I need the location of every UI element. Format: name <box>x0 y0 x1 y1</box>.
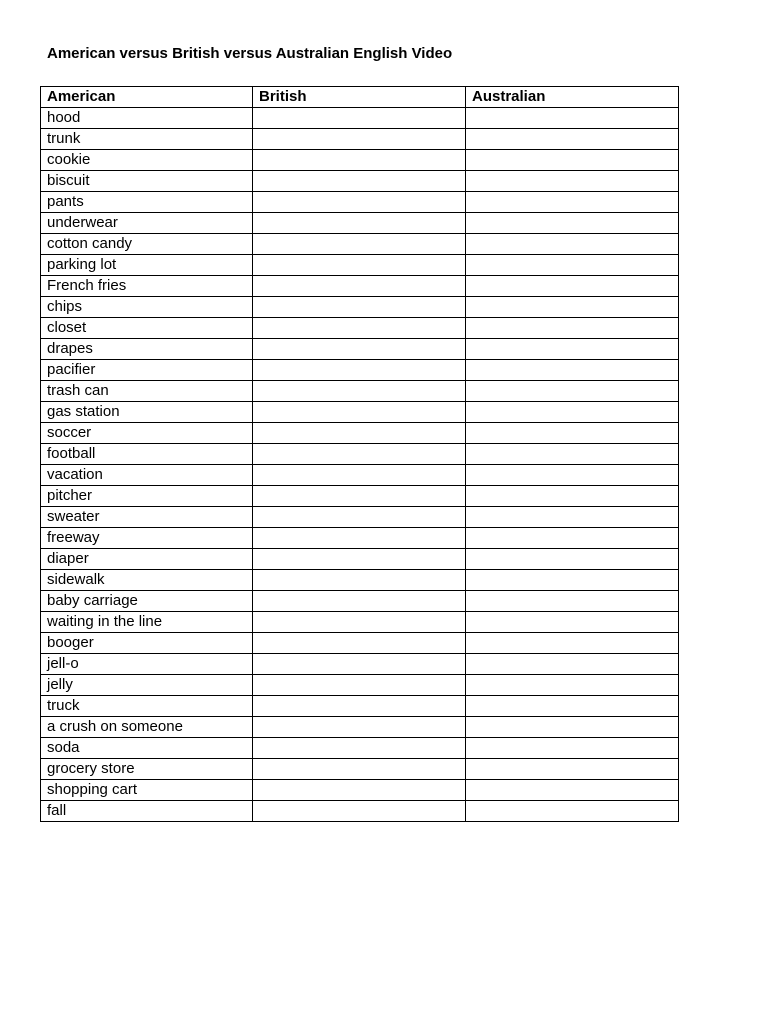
table-row <box>41 591 679 612</box>
cell-american: drapes <box>41 339 253 360</box>
cell-british[interactable] <box>253 549 466 570</box>
cell-australian[interactable] <box>466 633 679 654</box>
table-row <box>41 465 679 486</box>
cell-american: trash can <box>41 381 253 402</box>
cell-british[interactable] <box>253 381 466 402</box>
table-row <box>41 444 679 465</box>
table-row <box>41 507 679 528</box>
cell-british[interactable] <box>253 654 466 675</box>
cell-american: chips <box>41 297 253 318</box>
cell-australian[interactable] <box>466 360 679 381</box>
cell-australian[interactable] <box>466 171 679 192</box>
cell-british[interactable] <box>253 213 466 234</box>
table-row <box>41 675 679 696</box>
table-row <box>41 423 679 444</box>
cell-british[interactable] <box>253 507 466 528</box>
table-row <box>41 339 679 360</box>
table-row <box>41 738 679 759</box>
table-row <box>41 654 679 675</box>
table-row <box>41 612 679 633</box>
cell-british[interactable] <box>253 297 466 318</box>
cell-australian[interactable] <box>466 150 679 171</box>
table-row <box>41 129 679 150</box>
header-american: American <box>41 87 253 108</box>
cell-american: shopping cart <box>41 780 253 801</box>
cell-australian[interactable] <box>466 213 679 234</box>
cell-american: gas station <box>41 402 253 423</box>
cell-british[interactable] <box>253 423 466 444</box>
cell-australian[interactable] <box>466 738 679 759</box>
cell-australian[interactable] <box>466 654 679 675</box>
cell-british[interactable] <box>253 255 466 276</box>
header-british: British <box>253 87 466 108</box>
cell-british[interactable] <box>253 444 466 465</box>
cell-british[interactable] <box>253 276 466 297</box>
cell-american: pants <box>41 192 253 213</box>
table-row <box>41 360 679 381</box>
cell-american: baby carriage <box>41 591 253 612</box>
table-row <box>41 108 679 129</box>
cell-australian[interactable] <box>466 423 679 444</box>
cell-australian[interactable] <box>466 108 679 129</box>
cell-american: fall <box>41 801 253 822</box>
cell-british[interactable] <box>253 465 466 486</box>
table-body <box>41 108 679 822</box>
table-row <box>41 549 679 570</box>
cell-american: jell-o <box>41 654 253 675</box>
cell-british[interactable] <box>253 318 466 339</box>
cell-australian[interactable] <box>466 381 679 402</box>
cell-australian[interactable] <box>466 486 679 507</box>
table-row <box>41 318 679 339</box>
cell-australian[interactable] <box>466 528 679 549</box>
cell-british[interactable] <box>253 675 466 696</box>
cell-american: diaper <box>41 549 253 570</box>
cell-british[interactable] <box>253 528 466 549</box>
cell-australian[interactable] <box>466 444 679 465</box>
cell-australian[interactable] <box>466 465 679 486</box>
cell-american: truck <box>41 696 253 717</box>
header-australian: Australian <box>466 87 679 108</box>
cell-american: grocery store <box>41 759 253 780</box>
table-row <box>41 633 679 654</box>
cell-american: football <box>41 444 253 465</box>
cell-british[interactable] <box>253 108 466 129</box>
cell-australian[interactable] <box>466 780 679 801</box>
cell-british[interactable] <box>253 633 466 654</box>
table-row <box>41 213 679 234</box>
cell-american: sweater <box>41 507 253 528</box>
cell-australian[interactable] <box>466 801 679 822</box>
cell-american: vacation <box>41 465 253 486</box>
cell-british[interactable] <box>253 234 466 255</box>
cell-australian[interactable] <box>466 549 679 570</box>
cell-australian[interactable] <box>466 297 679 318</box>
cell-american: underwear <box>41 213 253 234</box>
table-row <box>41 192 679 213</box>
cell-american: trunk <box>41 129 253 150</box>
table-row <box>41 381 679 402</box>
table-row <box>41 486 679 507</box>
cell-british[interactable] <box>253 150 466 171</box>
table-row <box>41 402 679 423</box>
cell-american: jelly <box>41 675 253 696</box>
table-header-row <box>41 87 679 108</box>
cell-british[interactable] <box>253 486 466 507</box>
cell-british[interactable] <box>253 192 466 213</box>
cell-australian[interactable] <box>466 129 679 150</box>
table-row <box>41 297 679 318</box>
cell-australian[interactable] <box>466 696 679 717</box>
cell-british[interactable] <box>253 360 466 381</box>
cell-british[interactable] <box>253 570 466 591</box>
cell-british[interactable] <box>253 717 466 738</box>
cell-australian[interactable] <box>466 675 679 696</box>
table-row <box>41 171 679 192</box>
table-row <box>41 570 679 591</box>
cell-british[interactable] <box>253 801 466 822</box>
cell-british[interactable] <box>253 591 466 612</box>
cell-american: sidewalk <box>41 570 253 591</box>
cell-australian[interactable] <box>466 591 679 612</box>
table-row <box>41 780 679 801</box>
cell-australian[interactable] <box>466 339 679 360</box>
cell-australian[interactable] <box>466 717 679 738</box>
cell-american: hood <box>41 108 253 129</box>
cell-british[interactable] <box>253 759 466 780</box>
table-row <box>41 255 679 276</box>
cell-australian[interactable] <box>466 276 679 297</box>
cell-american: French fries <box>41 276 253 297</box>
cell-american: closet <box>41 318 253 339</box>
cell-british[interactable] <box>253 402 466 423</box>
cell-american: cookie <box>41 150 253 171</box>
cell-british[interactable] <box>253 738 466 759</box>
cell-australian[interactable] <box>466 402 679 423</box>
cell-american: parking lot <box>41 255 253 276</box>
cell-australian[interactable] <box>466 612 679 633</box>
table-row <box>41 276 679 297</box>
cell-australian[interactable] <box>466 759 679 780</box>
cell-american: soccer <box>41 423 253 444</box>
cell-australian[interactable] <box>466 507 679 528</box>
table-row <box>41 759 679 780</box>
cell-american: cotton candy <box>41 234 253 255</box>
cell-american: biscuit <box>41 171 253 192</box>
cell-american: pacifier <box>41 360 253 381</box>
vocabulary-table <box>40 86 679 822</box>
cell-american: soda <box>41 738 253 759</box>
cell-british[interactable] <box>253 780 466 801</box>
cell-american: a crush on someone <box>41 717 253 738</box>
cell-australian[interactable] <box>466 192 679 213</box>
table-row <box>41 717 679 738</box>
cell-australian[interactable] <box>466 234 679 255</box>
cell-australian[interactable] <box>466 255 679 276</box>
cell-australian[interactable] <box>466 318 679 339</box>
table-row <box>41 801 679 822</box>
table-row <box>41 234 679 255</box>
cell-american: waiting in the line <box>41 612 253 633</box>
cell-british[interactable] <box>253 129 466 150</box>
document-title: American versus British versus Australian English Video <box>47 45 453 62</box>
table-row <box>41 696 679 717</box>
cell-american: pitcher <box>41 486 253 507</box>
table-row <box>41 528 679 549</box>
cell-american: booger <box>41 633 253 654</box>
table-row <box>41 150 679 171</box>
cell-australian[interactable] <box>466 570 679 591</box>
cell-american: freeway <box>41 528 253 549</box>
cell-british[interactable] <box>253 171 466 192</box>
cell-british[interactable] <box>253 612 466 633</box>
cell-british[interactable] <box>253 696 466 717</box>
cell-british[interactable] <box>253 339 466 360</box>
